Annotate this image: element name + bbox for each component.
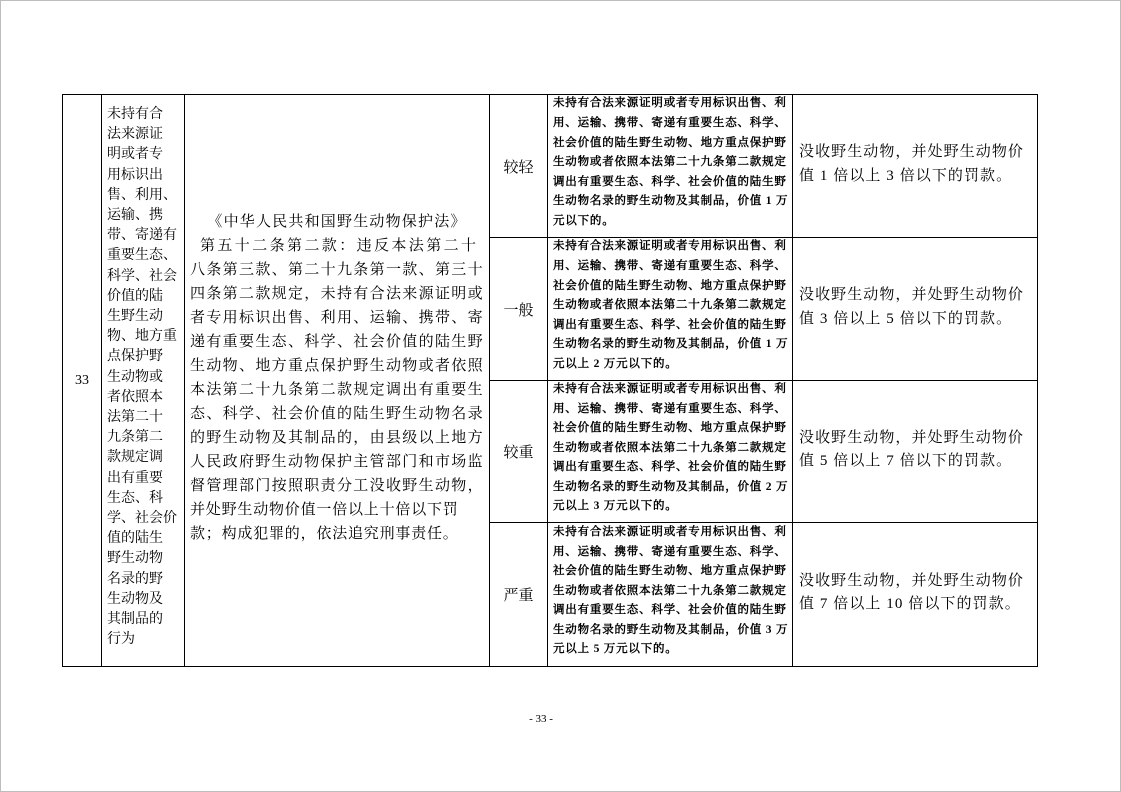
penalty-line: 没收野生动物，并处野生动物价: [799, 287, 1024, 303]
violation-cell: [102, 95, 185, 666]
penalty-line: 没收野生动物，并处野生动物价: [799, 429, 1024, 446]
legal-basis-line: 并处野生动物价值一倍以上十倍以下罚: [190, 502, 459, 518]
violation-line: 生态、科: [107, 490, 163, 506]
violation-line: 点保护野: [107, 349, 163, 365]
violation-line: 行为: [107, 632, 135, 648]
circumstance-line: 调出有重要生态、科学、社会价值的陆生野: [553, 461, 787, 474]
legal-basis-line: 生动物、地方重点保护野生动物或者依照: [190, 358, 484, 374]
violation-line: 生野生动: [107, 309, 163, 325]
legal-basis-line: 八条第三款、第二十九条第一款、第三十: [190, 262, 484, 278]
circumstance-line: 生动物或者依照本法第二十九条第二款规定: [553, 441, 787, 454]
circumstance-line: 用、运输、携带、寄递有重要生态、科学、: [553, 117, 787, 130]
legal-basis-cell: [185, 95, 490, 666]
violation-line: 物、地方重: [107, 329, 177, 345]
severity-row: [490, 381, 1037, 523]
circumstance-line: 生动物或者依照本法第二十九条第二款规定: [553, 156, 787, 169]
violation-line: 售、利用、: [107, 187, 177, 203]
penalty-line: 值 5 倍以上 7 倍以下的罚款。: [799, 453, 1013, 469]
circumstance-cell: [548, 523, 793, 666]
legal-basis-line: 递有重要生态、科学、社会价值的陆生野: [190, 334, 484, 350]
legal-basis-line: 者专用标识出售、利用、运输、携带、寄: [190, 310, 484, 326]
circumstance-cell: [548, 238, 793, 380]
violation-line: 生动物及: [107, 591, 163, 607]
violation-line: 其制品的: [107, 612, 163, 628]
circumstance-line: 社会价值的陆生野生动物、地方重点保护野: [553, 136, 787, 149]
severity-level-cell: [490, 523, 548, 666]
circumstance-line: 未持有合法来源证明或者专用标识出售、利: [553, 97, 787, 110]
legal-basis-line: 人民政府野生动物保护主管部门和市场监: [190, 454, 484, 470]
circumstance-line: 社会价值的陆生野生动物、地方重点保护野: [553, 565, 787, 578]
circumstance-line: 未持有合法来源证明或者专用标识出售、利: [553, 525, 787, 538]
severity-row: [490, 95, 1037, 238]
violation-line: 者依照本: [107, 389, 163, 405]
severity-level-cell: [490, 381, 548, 522]
circumstance-cell: [548, 95, 793, 237]
severity-row: [490, 238, 1037, 381]
circumstance-line: 用、运输、携带、寄递有重要生态、科学、: [553, 545, 787, 558]
penalty-line: 值 3 倍以上 5 倍以下的罚款。: [799, 310, 1013, 327]
circumstance-line: 调出有重要生态、科学、社会价值的陆生野: [553, 604, 787, 617]
circumstance-line: 元以上 2 万元以下的。: [553, 357, 678, 370]
violation-line: 法第二十: [107, 410, 163, 426]
violation-line: 重要生态、: [107, 248, 177, 264]
violation-line: 生动物或: [107, 369, 163, 385]
circumstance-line: 生动物或者依照本法第二十九条第二款规定: [553, 584, 787, 597]
circumstance-line: 未持有合法来源证明或者专用标识出售、利: [553, 382, 787, 395]
circumstance-line: 生动物名录的野生动物及其制品，价值 1 万: [553, 338, 789, 351]
legal-basis-line: 督管理部门按照职责分工没收野生动物，: [190, 478, 484, 494]
violation-line: 款规定调: [107, 450, 163, 466]
legal-basis-line: 款；构成犯罪的，依法追究刑事责任。: [190, 526, 459, 542]
circumstance-line: 元以上 5 万元以下的。: [553, 643, 678, 656]
circumstance-line: 社会价值的陆生野生动物、地方重点保护野: [553, 279, 787, 292]
violation-line: 名录的野: [107, 571, 163, 587]
violation-line: 法来源证: [107, 127, 163, 143]
penalty-line: 没收野生动物，并处野生动物价: [799, 144, 1024, 160]
legal-basis-line: 态、科学、社会价值的陆生野生动物名录: [190, 406, 484, 422]
circumstance-line: 元以上 3 万元以下的。: [553, 500, 678, 513]
legal-basis-line: 本法第二十九条第二款规定调出有重要生: [190, 382, 484, 398]
severity-row: [490, 523, 1037, 666]
severity-level: 严重: [503, 588, 534, 604]
severity-level-cell: [490, 238, 548, 380]
penalty-cell: [793, 523, 1037, 666]
severity-level-cell: [490, 95, 548, 237]
violation-line: 科学、社会: [107, 268, 177, 284]
violation-line: 运输、携: [107, 208, 163, 224]
legal-basis-line: 第五十二条第二款：违反本法第二十: [200, 238, 479, 254]
legal-basis-line: 的野生动物及其制品的，由县级以上地方: [190, 430, 484, 446]
circumstance-line: 社会价值的陆生野生动物、地方重点保护野: [553, 422, 787, 435]
circumstance-line: 生动物名录的野生动物及其制品，价值 3 万: [553, 623, 789, 636]
circumstance-cell: [548, 381, 793, 522]
circumstance-line: 生动物或者依照本法第二十九条第二款规定: [553, 299, 787, 312]
violation-line: 学、社会价: [107, 511, 177, 527]
violation-line: 带、寄递有: [107, 228, 177, 244]
legal-basis-title: 《中华人民共和国野生动物保护法》: [207, 214, 467, 230]
circumstance-line: 用、运输、携带、寄递有重要生态、科学、: [553, 402, 787, 415]
violation-line: 野生动物: [107, 551, 163, 567]
violation-line: 明或者专: [107, 147, 163, 163]
circumstance-line: 调出有重要生态、科学、社会价值的陆生野: [553, 175, 787, 188]
penalty-cell: [793, 238, 1037, 380]
violation-line: 未持有合: [107, 107, 163, 122]
violation-line: 价值的陆: [107, 288, 163, 304]
violation-line: 用标识出: [107, 167, 163, 183]
circumstance-line: 生动物名录的野生动物及其制品，价值 1 万: [553, 195, 789, 208]
circumstance-line: 元以下的。: [553, 214, 615, 227]
severity-level: 一般: [503, 302, 534, 319]
penalty-line: 没收野生动物，并处野生动物价: [799, 572, 1024, 589]
penalty-cell: [793, 381, 1037, 522]
severity-level: 较轻: [503, 159, 534, 176]
penalty-line: 值 7 倍以上 10 倍以下的罚款。: [799, 596, 1021, 612]
item-number: 33: [75, 372, 89, 388]
circumstance-line: 生动物名录的野生动物及其制品，价值 2 万: [553, 480, 789, 493]
circumstance-line: 未持有合法来源证明或者专用标识出售、利: [553, 240, 787, 253]
item-number-cell: [63, 95, 102, 666]
penalty-cell: [793, 95, 1037, 237]
page-number: - 33 -: [529, 713, 553, 725]
severity-levels: [490, 95, 1037, 666]
violation-line: 出有重要: [107, 470, 163, 486]
severity-level: 较重: [503, 445, 534, 461]
penalty-line: 值 1 倍以上 3 倍以下的罚款。: [799, 167, 1013, 184]
penalty-table: [62, 94, 1038, 667]
violation-line: 九条第二: [107, 430, 163, 446]
circumstance-line: 用、运输、携带、寄递有重要生态、科学、: [553, 260, 787, 273]
violation-line: 值的陆生: [107, 531, 163, 547]
legal-basis-line: 四条第二款规定，未持有合法来源证明或: [190, 286, 484, 302]
circumstance-line: 调出有重要生态、科学、社会价值的陆生野: [553, 318, 787, 331]
